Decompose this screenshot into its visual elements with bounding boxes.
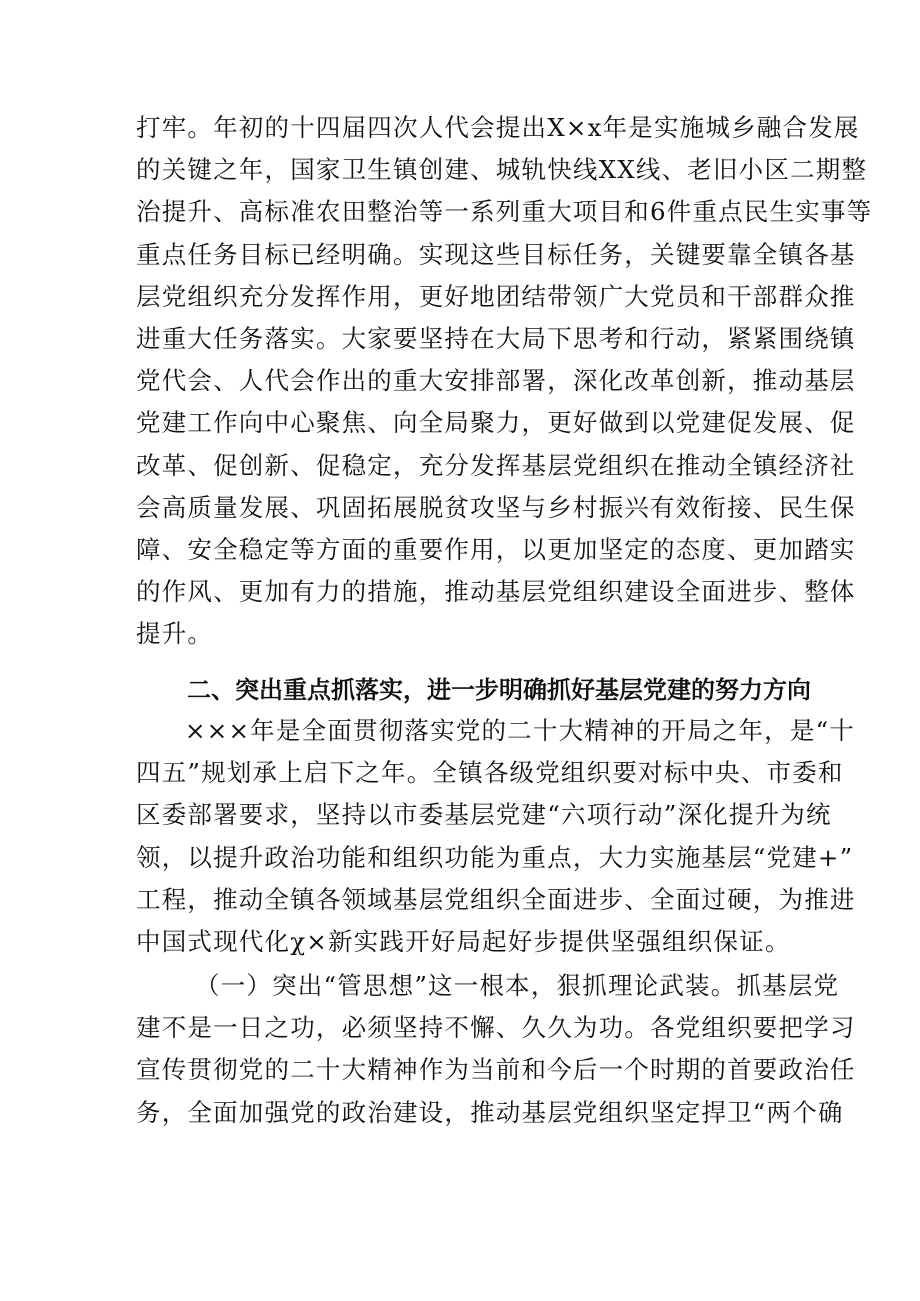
text-line: ×××年是全面贯彻落实党的二十大精神的开局之年，是“十 xyxy=(185,716,856,745)
text-line: 建不是一日之功，必须坚持不懈、久久为功。各党组织要把学习 xyxy=(136,1013,856,1043)
text-line: 宣传贯彻党的二十大精神作为当前和今后一个时期的首要政治任 xyxy=(136,1055,856,1085)
text-line: 治提升、高标准农田整治等一系列重大项目和6件重点民生实事等 xyxy=(136,197,873,227)
text-line: 党代会、人代会作出的重大安排部署，深化改革创新，推动基层 xyxy=(136,366,856,396)
text-line: 会高质量发展、巩固拓展脱贫攻坚与乡村振兴有效衔接、民生保 xyxy=(136,492,856,522)
text-line: 务，全面加强党的政治建设，推动基层党组织坚定捍卫“两个确 xyxy=(136,1097,844,1127)
text-line: 重点任务目标已经明确。实现这些目标任务，关键要靠全镇各基 xyxy=(136,239,856,269)
text-line: 的作风、更加有力的措施，推动基层党组织建设全面进步、整体 xyxy=(136,577,856,607)
text-line: 党建工作向中心聚焦、向全局聚力，更好做到以党建促发展、促 xyxy=(136,408,856,438)
text-line: 障、安全稳定等方面的重要作用，以更加坚定的态度、更加踏实 xyxy=(136,534,856,564)
text-line: 层党组织充分发挥作用，更好地团结带领广大党员和干部群众推 xyxy=(136,281,856,311)
text-line: （一）突出“管思想”这一根本，狠抓理论武装。抓基层党 xyxy=(195,971,840,1000)
text-line: 四五”规划承上启下之年。全镇各级党组织要对标中央、市委和 xyxy=(136,758,844,788)
paragraph-2 xyxy=(136,710,856,963)
text-line: 改革、促创新、促稳定，充分发挥基层党组织在推动全镇经济社 xyxy=(136,450,856,480)
paragraph-1 xyxy=(136,107,873,655)
text-line: 进重大任务落实。大家要坚持在大局下思考和行动，紧紧围绕镇 xyxy=(136,323,856,353)
text-line: 打牢。年初的十四届四次人代会提出X×x年是实施城乡融合发展 xyxy=(136,113,860,142)
text-line: 领，以提升政治功能和组织功能为重点，大力实施基层“党建+” xyxy=(136,842,854,872)
section-heading-2: 二、突出重点抓落实，进一步明确抓好基层党建的努力方向 xyxy=(187,676,811,704)
text-line: 区委部署要求，坚持以市委基层党建“六项行动”深化提升为统 xyxy=(136,800,832,830)
text-line: 中国式现代化χ×新实践开好局起好步提供坚强组织保证。 xyxy=(136,926,791,956)
text-line: 的关键之年，国家卫生镇创建、城轨快线XX线、老旧小区二期整 xyxy=(136,155,868,185)
text-line: 工程，推动全镇各领域基层党组织全面进步、全面过硬，为推进 xyxy=(136,884,856,914)
paragraph-3 xyxy=(136,965,856,1134)
text-line: 提升。 xyxy=(136,619,214,649)
